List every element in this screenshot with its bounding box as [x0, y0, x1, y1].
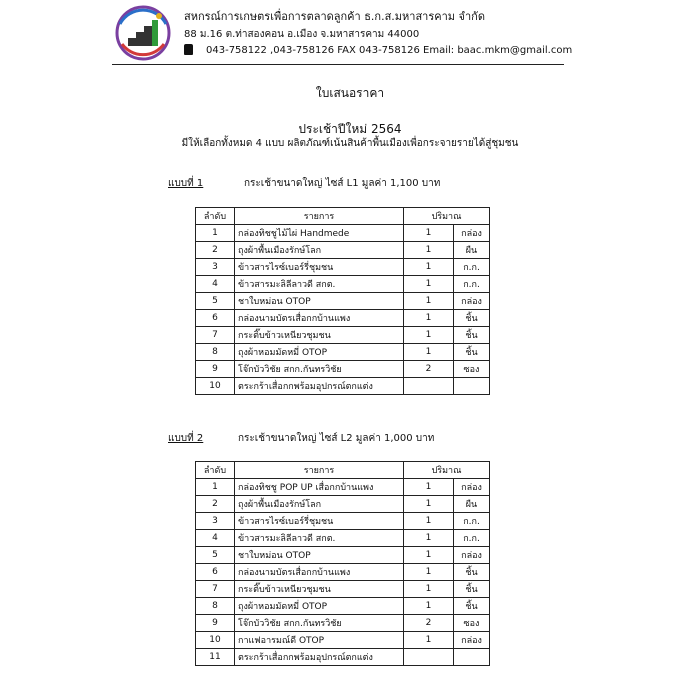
row-number: 10: [196, 378, 235, 395]
table-row: [196, 293, 490, 310]
item-unit: ก.ก.: [454, 513, 490, 530]
table-row: [196, 649, 490, 666]
item-quantity: 1: [404, 530, 454, 547]
table-row: [196, 344, 490, 361]
item-quantity: 1: [404, 225, 454, 242]
item-unit: กล่อง: [454, 547, 490, 564]
document-title: ใบเสนอราคา: [315, 86, 385, 100]
item-name: ตระกร้าเสื่อกกพร้อมอุปกรณ์ตกแต่ง: [235, 649, 404, 666]
item-unit: ชิ้น: [454, 598, 490, 615]
item-name: กล่องทิชชูไม้ไผ่ Handmede: [235, 225, 404, 242]
item-quantity: [404, 378, 454, 395]
cooperative-logo-icon: [112, 4, 174, 62]
table-row: [196, 581, 490, 598]
row-number: 2: [196, 242, 235, 259]
row-number: 3: [196, 513, 235, 530]
item-quantity: 2: [404, 361, 454, 378]
row-number: 8: [196, 598, 235, 615]
item-quantity: 1: [404, 327, 454, 344]
table-row: [196, 479, 490, 496]
item-name: ชาใบหม่อน OTOP: [235, 293, 404, 310]
item-quantity: 2: [404, 615, 454, 632]
table-row: [196, 513, 490, 530]
item-unit: กล่อง: [454, 632, 490, 649]
row-number: 9: [196, 361, 235, 378]
item-name: โจ๊กบัววิชัย สกก.กันทรวิชัย: [235, 615, 404, 632]
item-name: กล่องทิชชู POP UP เสื่อกกบ้านแพง: [235, 479, 404, 496]
row-number: 3: [196, 259, 235, 276]
item-unit: ซอง: [454, 361, 490, 378]
item-unit: ชิ้น: [454, 564, 490, 581]
header-divider: [112, 64, 564, 65]
row-number: 4: [196, 276, 235, 293]
option-2-label: แบบที่ 2: [168, 433, 204, 444]
header-no: ลำดับ: [196, 462, 235, 479]
header-qty: ปริมาณ: [404, 462, 490, 479]
item-quantity: 1: [404, 581, 454, 598]
item-name: ข้าวสารมะลิลีลาวดี สกต.: [235, 276, 404, 293]
option-1-title: กระเช้าขนาดใหญ่ ไซส์ L1 มูลค่า 1,100 บาท: [244, 178, 441, 189]
item-unit: กล่อง: [454, 293, 490, 310]
organization-contact: 043-758122 ,043-758126 FAX 043-758126 Email: baac.mkm@gmail.com: [206, 45, 573, 56]
header-item: รายการ: [235, 208, 404, 225]
row-number: 7: [196, 581, 235, 598]
item-unit: ผืน: [454, 242, 490, 259]
item-name: ข้าวสารไรซ์เบอร์รี่ชุมชน: [235, 513, 404, 530]
item-unit: ซอง: [454, 615, 490, 632]
table-row: [196, 615, 490, 632]
table-row: [196, 378, 490, 395]
item-quantity: 1: [404, 496, 454, 513]
item-name: กล่องนามบัตรเสื่อกกบ้านแพง: [235, 564, 404, 581]
item-name: ข้าวสารไรซ์เบอร์รี่ชุมชน: [235, 259, 404, 276]
row-number: 5: [196, 547, 235, 564]
table-row: [196, 361, 490, 378]
item-unit: ชิ้น: [454, 581, 490, 598]
item-name: ชาใบหม่อน OTOP: [235, 547, 404, 564]
item-quantity: 1: [404, 479, 454, 496]
row-number: 9: [196, 615, 235, 632]
item-unit: ก.ก.: [454, 530, 490, 547]
item-unit: ผืน: [454, 496, 490, 513]
item-unit: กล่อง: [454, 479, 490, 496]
table-row: [196, 564, 490, 581]
table-header-row: [196, 208, 490, 225]
table-row: [196, 276, 490, 293]
item-quantity: 1: [404, 513, 454, 530]
table-row: [196, 310, 490, 327]
table-row: [196, 259, 490, 276]
item-unit: [454, 378, 490, 395]
item-quantity: 1: [404, 564, 454, 581]
item-name: ถุงผ้าพื้นเมืองรักษ์โลก: [235, 496, 404, 513]
option-2-title: กระเช้าขนาดใหญ่ ไซส์ L2 มูลค่า 1,000 บาท: [238, 433, 435, 444]
item-quantity: 1: [404, 259, 454, 276]
item-unit: [454, 649, 490, 666]
header-qty: ปริมาณ: [404, 208, 490, 225]
header-no: ลำดับ: [196, 208, 235, 225]
item-unit: ชิ้น: [454, 310, 490, 327]
item-quantity: 1: [404, 293, 454, 310]
document-subtitle: ประเช้าปีใหม่ 2564: [298, 122, 402, 136]
row-number: 11: [196, 649, 235, 666]
row-number: 10: [196, 632, 235, 649]
row-number: 6: [196, 564, 235, 581]
item-quantity: 1: [404, 632, 454, 649]
table-row: [196, 327, 490, 344]
item-unit: ก.ก.: [454, 276, 490, 293]
item-quantity: 1: [404, 242, 454, 259]
row-number: 5: [196, 293, 235, 310]
item-unit: ชิ้น: [454, 344, 490, 361]
option-1-table: [195, 207, 490, 395]
table-header-row: [196, 462, 490, 479]
table-row: [196, 547, 490, 564]
item-name: กระติ๊บข้าวเหนียวชุมชน: [235, 581, 404, 598]
document-description: มีให้เลือกทั้งหมด 4 แบบ ผลิตภัณฑ์เน้นสินค้าพื้นเมืองเพื่อกระจายรายได้สู่ชุมชน: [181, 138, 519, 149]
header-item: รายการ: [235, 462, 404, 479]
row-number: 6: [196, 310, 235, 327]
table-row: [196, 242, 490, 259]
item-quantity: 1: [404, 547, 454, 564]
item-name: กาแฟอารมณ์ดี OTOP: [235, 632, 404, 649]
row-number: 1: [196, 479, 235, 496]
row-number: 7: [196, 327, 235, 344]
item-name: ถุงผ้าหอมมัดหมี่ OTOP: [235, 344, 404, 361]
table-row: [196, 632, 490, 649]
organization-address: 88 ม.16 ต.ท่าสองคอน อ.เมือง จ.มหาสารคาม 44000: [184, 29, 420, 40]
table-row: [196, 225, 490, 242]
item-quantity: 1: [404, 344, 454, 361]
item-name: ข้าวสารมะลิลีลาวดี สกต.: [235, 530, 404, 547]
item-quantity: 1: [404, 276, 454, 293]
phone-icon: [184, 44, 193, 55]
item-name: โจ๊กบัววิชัย สกก.กันทรวิชัย: [235, 361, 404, 378]
row-number: 1: [196, 225, 235, 242]
item-name: ถุงผ้าหอมมัดหมี่ OTOP: [235, 598, 404, 615]
row-number: 8: [196, 344, 235, 361]
item-quantity: [404, 649, 454, 666]
item-name: กล่องนามบัตรเสื่อกกบ้านแพง: [235, 310, 404, 327]
organization-name: สหกรณ์การเกษตรเพื่อการตลาดลูกค้า ธ.ก.ส.มหาสารคาม จำกัด: [184, 10, 485, 23]
item-quantity: 1: [404, 310, 454, 327]
row-number: 4: [196, 530, 235, 547]
table-row: [196, 496, 490, 513]
item-name: ถุงผ้าพื้นเมืองรักษ์โลก: [235, 242, 404, 259]
item-quantity: 1: [404, 598, 454, 615]
item-name: ตระกร้าเสื่อกกพร้อมอุปกรณ์ตกแต่ง: [235, 378, 404, 395]
item-unit: ก.ก.: [454, 259, 490, 276]
row-number: 2: [196, 496, 235, 513]
item-name: กระติ๊บข้าวเหนียวชุมชน: [235, 327, 404, 344]
item-unit: กล่อง: [454, 225, 490, 242]
item-unit: ชิ้น: [454, 327, 490, 344]
option-1-label: แบบที่ 1: [168, 178, 204, 189]
option-2-table: [195, 461, 490, 666]
table-row: [196, 530, 490, 547]
table-row: [196, 598, 490, 615]
